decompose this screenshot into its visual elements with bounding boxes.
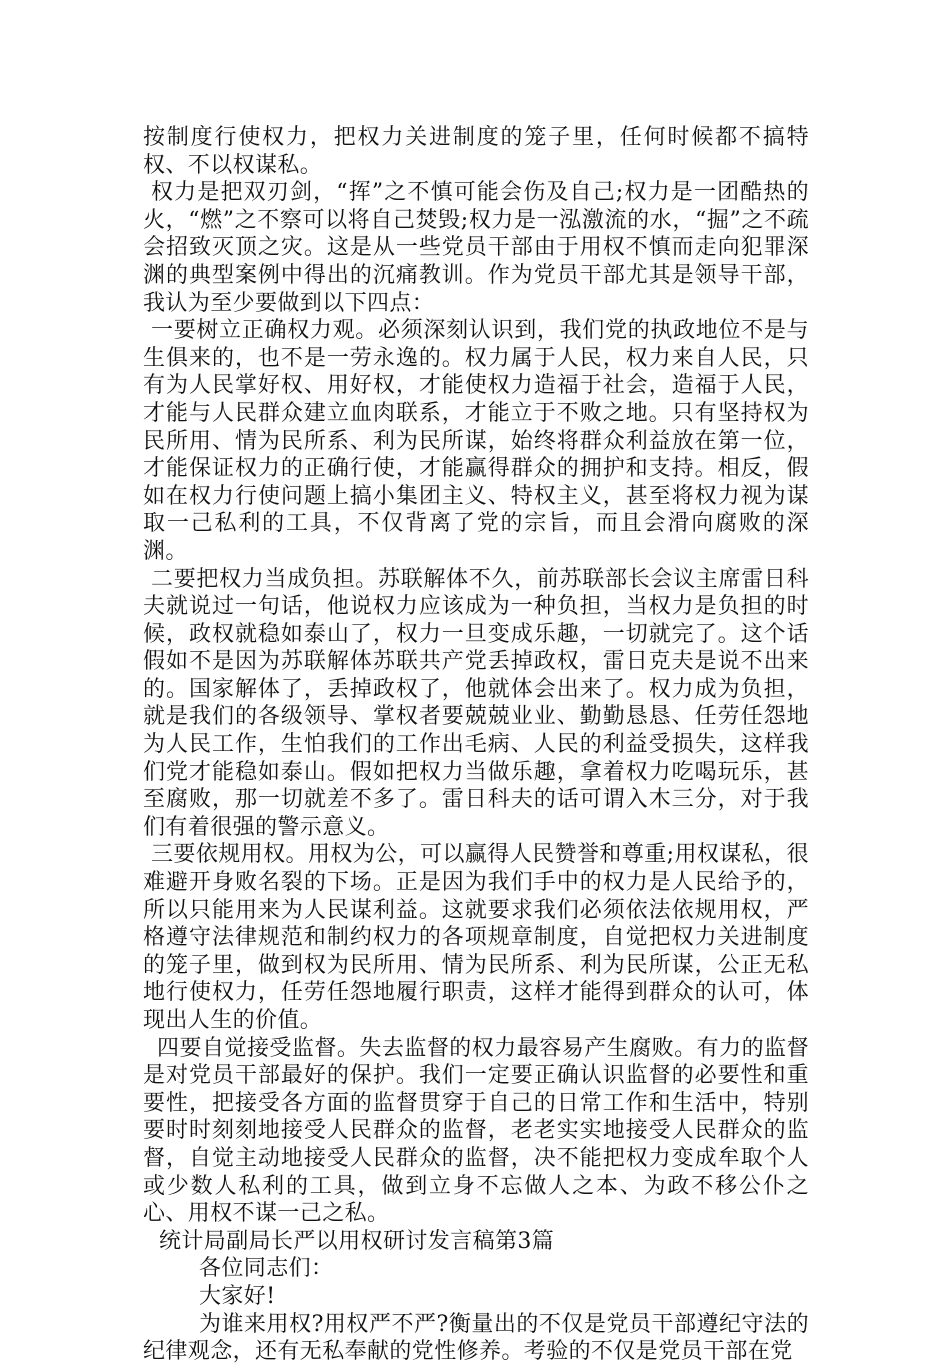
section-heading: 统计局副局长严以用权研讨发言稿第3篇	[159, 1228, 555, 1254]
paragraph-point-three: 三要依规用权。用权为公，可以赢得人民赞誉和尊重;用权谋私，很难避开身败名裂的下场。正是因为我们手中的权力是人民给予的，所以只能用来为人民谋利益。这就要求我们必须依法依规用权，严格遵守法律规范和制约权力的各项规章制度，自觉把权力关进制度的笼子里，做到权为民所用、情为民所系、利为民所谋，公正无私地行使权力，任劳任怨地履行职责，这样才能得到群众的认可，体现出人生的价值。	[143, 842, 809, 1033]
paragraph-speech-opening: 为谁来用权?用权严不严?衡量出的不仅是党员干部遵纪守法的纪律观念，还有无私奉献的党性修养。考验的不仅是党员干部在党	[143, 1311, 809, 1365]
greeting: 大家好!	[199, 1283, 276, 1309]
document-body	[143, 124, 809, 1366]
paragraph-point-two: 二要把权力当成负担。苏联解体不久，前苏联部长会议主席雷日科夫就说过一句话，他说权力应该成为一种负担，当权力是负担的时候，政权就稳如泰山了，权力一旦变成乐趣，一切就完了。这个话假如不是因为苏联解体苏联共产党丢掉政权，雷日克夫是说不出来的。国家解体了，丢掉政权了，他就体会出来了。权力成为负担，就是我们的各级领导、掌权者要兢兢业业、勤勤恳恳、任劳任怨地为人民工作，生怕我们的工作出毛病、人民的利益受损失，这样我们党才能稳如泰山。假如把权力当做乐趣，拿着权力吃喝玩乐，甚至腐败，那一切就差不多了。雷日科夫的话可谓入木三分，对于我们有着很强的警示意义。	[143, 566, 809, 840]
salutation: 各位同志们：	[199, 1256, 334, 1282]
paragraph-intro-continuation: 按制度行使权力，把权力关进制度的笼子里，任何时候都不搞特权、不以权谋私。	[143, 125, 809, 178]
paragraph-double-edged-sword: 权力是把双刃剑，“挥”之不慎可能会伤及自己;权力是一团酷热的火，“燃”之不察可以将自己焚毁;权力是一泓激流的水，“掘”之不疏会招致灭顶之灾。这是从一些党员干部由于用权不慎而走向犯罪深渊的典型案例中得出的沉痛教训。作为党员干部尤其是领导干部，我认为至少要做到以下四点：	[143, 180, 809, 316]
paragraph-point-four: 四要自觉接受监督。失去监督的权力最容易产生腐败。有力的监督是对党员干部最好的保护。我们一定要正确认识监督的必要性和重要性，把接受各方面的监督贯穿于自己的日常工作和生活中，特别要时时刻刻地接受人民群众的监督，老老实实地接受人民群众的监督，自觉主动地接受人民群众的监督，决不能把权力变成牟取个人或少数人私利的工具，做到立身不忘做人之本、为政不移公仆之心、用权不谋一己之私。	[143, 1035, 809, 1227]
paragraph-point-one: 一要树立正确权力观。必须深刻认识到，我们党的执政地位不是与生俱来的，也不是一劳永逸的。权力属于人民，权力来自人民，只有为人民掌好权、用好权，才能使权力造福于社会，造福于人民，才能与人民群众建立血肉联系，才能立于不败之地。只有坚持权为民所用、情为民所系、利为民所谋，始终将群众利益放在第一位，才能保证权力的正确行使，才能赢得群众的拥护和支持。相反，假如在权力行使问题上搞小集团主义、特权主义，甚至将权力视为谋取一己私利的工具，不仅背离了党的宗旨，而且会滑向腐败的深渊。	[143, 318, 809, 564]
